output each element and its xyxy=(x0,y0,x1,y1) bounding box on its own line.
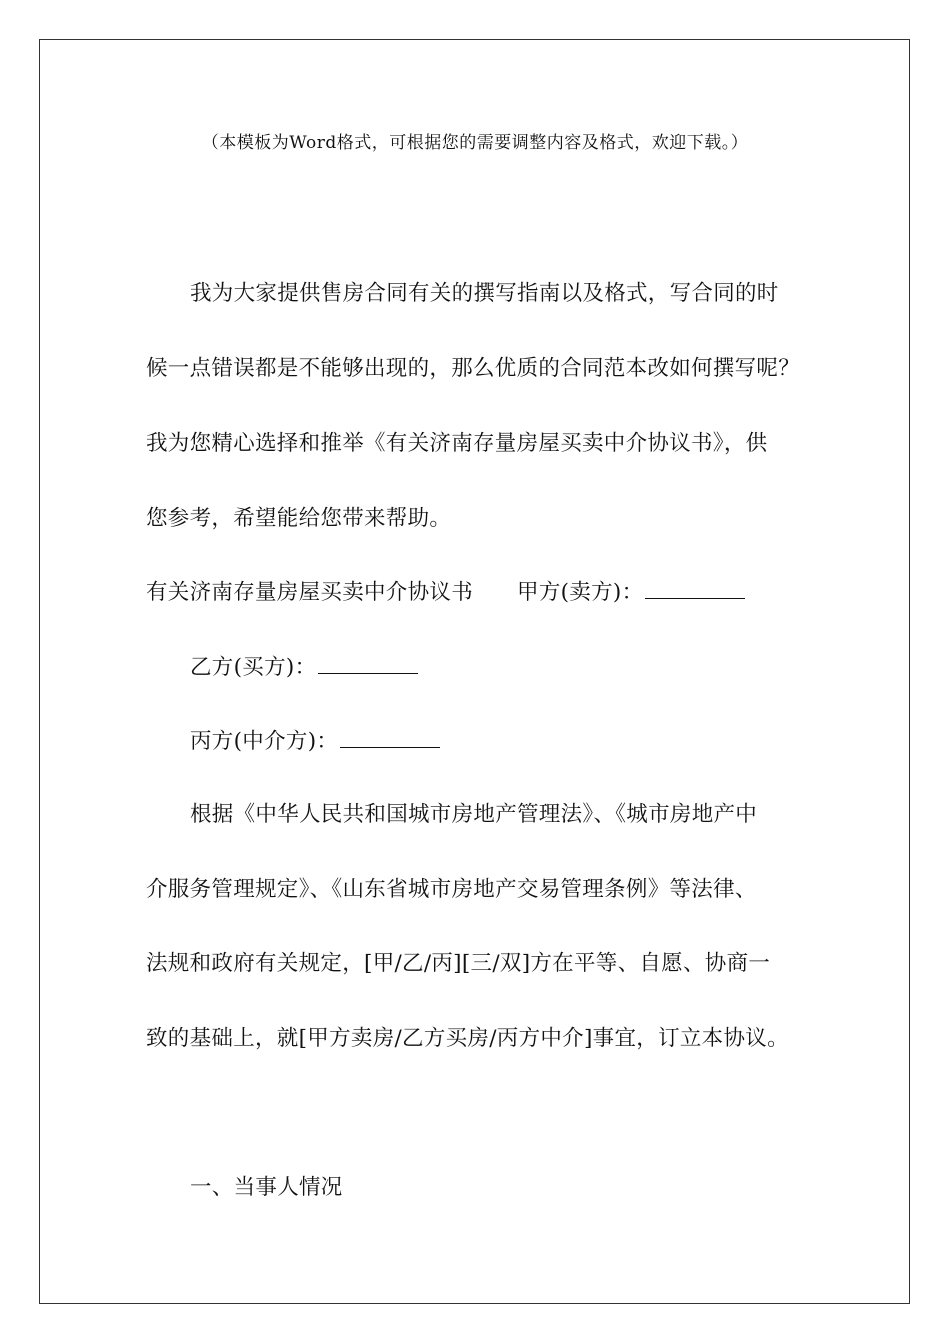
party-a-blank xyxy=(645,597,745,599)
section-heading-1: 一、当事人情况 xyxy=(190,1175,343,1200)
basis-line-3: 法规和政府有关规定，[甲/乙/丙][三/双]方在平等、自愿、协商一 xyxy=(146,951,771,976)
intro-line-2: 候一点错误都是不能够出现的，那么优质的合同范本改如何撰写呢？ xyxy=(146,356,801,381)
party-b-blank xyxy=(318,672,418,674)
party-b-line xyxy=(190,650,418,681)
basis-line-1: 根据《中华人民共和国城市房地产管理法》、《城市房地产中 xyxy=(190,802,758,827)
party-c-label: 丙方(中介方)： xyxy=(190,729,339,754)
intro-line-4: 您参考，希望能给您带来帮助。 xyxy=(146,506,452,531)
basis-line-4: 致的基础上，就[甲方卖房/乙方买房/丙方中介]事宜，订立本协议。 xyxy=(146,1026,789,1051)
party-a-label: 甲方(卖方)： xyxy=(517,580,644,605)
template-note: （本模板为Word格式，可根据您的需要调整内容及格式，欢迎下载。） xyxy=(201,133,749,153)
intro-line-1: 我为大家提供售房合同有关的撰写指南以及格式，写合同的时 xyxy=(190,281,779,306)
party-c-blank xyxy=(340,746,440,748)
page-border xyxy=(39,39,910,1304)
basis-line-2: 介服务管理规定》、《山东省城市房地产交易管理条例》等法律、 xyxy=(146,877,757,902)
party-b-label: 乙方(买方)： xyxy=(190,655,317,680)
party-c-line xyxy=(190,724,440,755)
title-and-party-a xyxy=(146,575,745,606)
document-title: 有关济南存量房屋买卖中介协议书 xyxy=(146,580,474,605)
intro-line-3: 我为您精心选择和推举《有关济南存量房屋买卖中介协议书》，供 xyxy=(146,431,768,456)
